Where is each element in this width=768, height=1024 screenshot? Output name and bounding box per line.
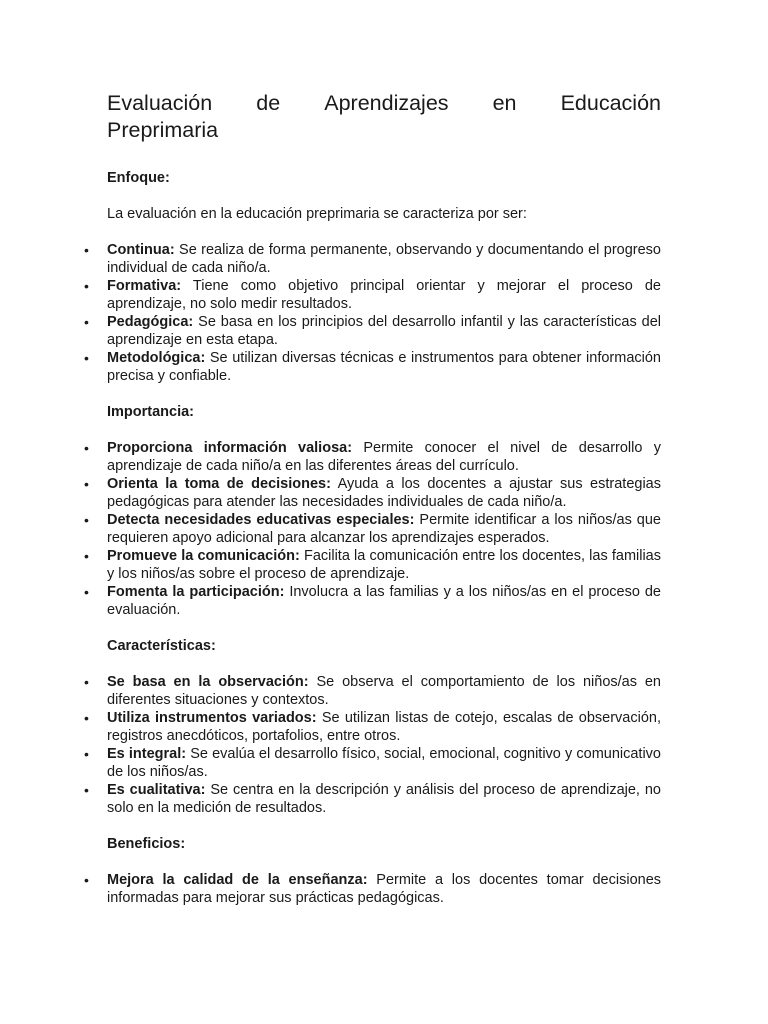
list-item (84, 745, 661, 781)
item-term: Promueve la comunicación: (107, 548, 300, 564)
item-term: Es integral: (107, 746, 187, 762)
list-item (84, 511, 661, 547)
list-item (84, 547, 662, 583)
item-text: Involucra a las familias y a los niños/as en el proceso de evaluación. (107, 584, 661, 618)
bullet-icon: • (84, 242, 89, 258)
item-text: Se realiza de forma permanente, observando y documentando el progreso individual de cada niño/a. (107, 242, 661, 276)
item-text: Se utilizan listas de cotejo, escalas de observación, registros anecdóticos, portafolios, entre otros. (107, 710, 661, 744)
item-term: Es cualitativa: (107, 782, 206, 798)
bullet-icon: • (84, 710, 89, 726)
document-page (84, 90, 662, 907)
bullet-icon: • (84, 782, 89, 798)
document-title (107, 90, 661, 144)
title-line-1 (107, 90, 661, 117)
list-item (84, 709, 661, 745)
beneficios-list (84, 871, 662, 907)
title-word: en (492, 91, 517, 115)
item-term: Mejora la calidad de la enseñanza: (107, 872, 368, 888)
item-term: Formativa: (107, 278, 182, 294)
item-term: Se basa en la observación: (107, 674, 309, 690)
item-text: Permite a los docentes tomar decisiones informadas para mejorar sus prácticas pedagógicas. (107, 872, 662, 906)
importancia-list (84, 439, 662, 619)
section-heading-beneficios: Beneficios: (107, 836, 186, 852)
caracteristicas-list (84, 673, 661, 817)
item-text: Se evalúa el desarrollo físico, social, emocional, cognitivo y comunicativo de los niños/as. (107, 746, 661, 780)
item-text: Ayuda a los docentes a ajustar sus estrategias pedagógicas para atender las necesidades individuales de cada niño/a. (107, 476, 661, 510)
list-item (84, 583, 661, 619)
list-item (84, 439, 661, 475)
title-word: Evaluación (107, 91, 213, 115)
item-term: Detecta necesidades educativas especiales: (107, 512, 415, 528)
item-term: Pedagógica: (107, 314, 194, 330)
item-text: Se basa en los principios del desarrollo infantil y las características del aprendizaje en esta etapa. (107, 314, 661, 348)
list-item (84, 241, 661, 277)
bullet-icon: • (84, 746, 89, 762)
bullet-icon: • (84, 314, 89, 330)
list-item (84, 313, 661, 349)
list-item (84, 871, 662, 907)
item-term: Proporciona información valiosa: (107, 440, 353, 456)
item-text: Permite conocer el nivel de desarrollo y aprendizaje de cada niño/a en las diferentes áreas del currículo. (107, 440, 661, 474)
bullet-icon: • (84, 872, 89, 888)
list-item (84, 349, 661, 385)
item-text: Tiene como objetivo principal orientar y mejorar el proceso de aprendizaje, no solo medir resultados. (107, 278, 661, 312)
list-item (84, 277, 661, 313)
bullet-icon: • (84, 440, 89, 456)
item-term: Orienta la toma de decisiones: (107, 476, 331, 492)
list-item (84, 781, 661, 817)
item-text: Se observa el comportamiento de los niños/as en diferentes situaciones y contextos. (107, 674, 661, 708)
section-heading-caracteristicas: Características: (107, 638, 216, 654)
item-text: Se centra en la descripción y análisis del proceso de aprendizaje, no solo en la medición de resultados. (107, 782, 661, 816)
enfoque-intro: La evaluación en la educación preprimaria se caracteriza por ser: (107, 206, 527, 222)
title-word: Aprendizajes (324, 91, 449, 115)
item-term: Fomenta la participación: (107, 584, 285, 600)
bullet-icon: • (84, 512, 89, 528)
section-heading-enfoque: Enfoque: (107, 170, 170, 186)
list-item (84, 673, 661, 709)
section-heading-importancia: Importancia: (107, 404, 195, 420)
bullet-icon: • (84, 584, 89, 600)
bullet-icon: • (84, 476, 89, 492)
item-text: Permite identificar a los niños/as que requieren apoyo adicional para alcanzar los aprendizajes esperados. (107, 512, 661, 546)
item-term: Utiliza instrumentos variados: (107, 710, 317, 726)
bullet-icon: • (84, 548, 89, 564)
item-text: Se utilizan diversas técnicas e instrumentos para obtener información precisa y confiable. (107, 350, 661, 384)
bullet-icon: • (84, 674, 89, 690)
item-term: Metodológica: (107, 350, 206, 366)
bullet-icon: • (84, 278, 89, 294)
title-word: de (256, 91, 281, 115)
list-item (84, 475, 661, 511)
bullet-icon: • (84, 350, 89, 366)
title-word: Educación (560, 91, 661, 115)
item-term: Continua: (107, 242, 175, 258)
enfoque-list (84, 241, 661, 385)
title-line-2: Preprimaria (107, 118, 219, 142)
item-text: Facilita la comunicación entre los docentes, las familias y los niños/as sobre el proceso de aprendizaje. (107, 548, 662, 582)
